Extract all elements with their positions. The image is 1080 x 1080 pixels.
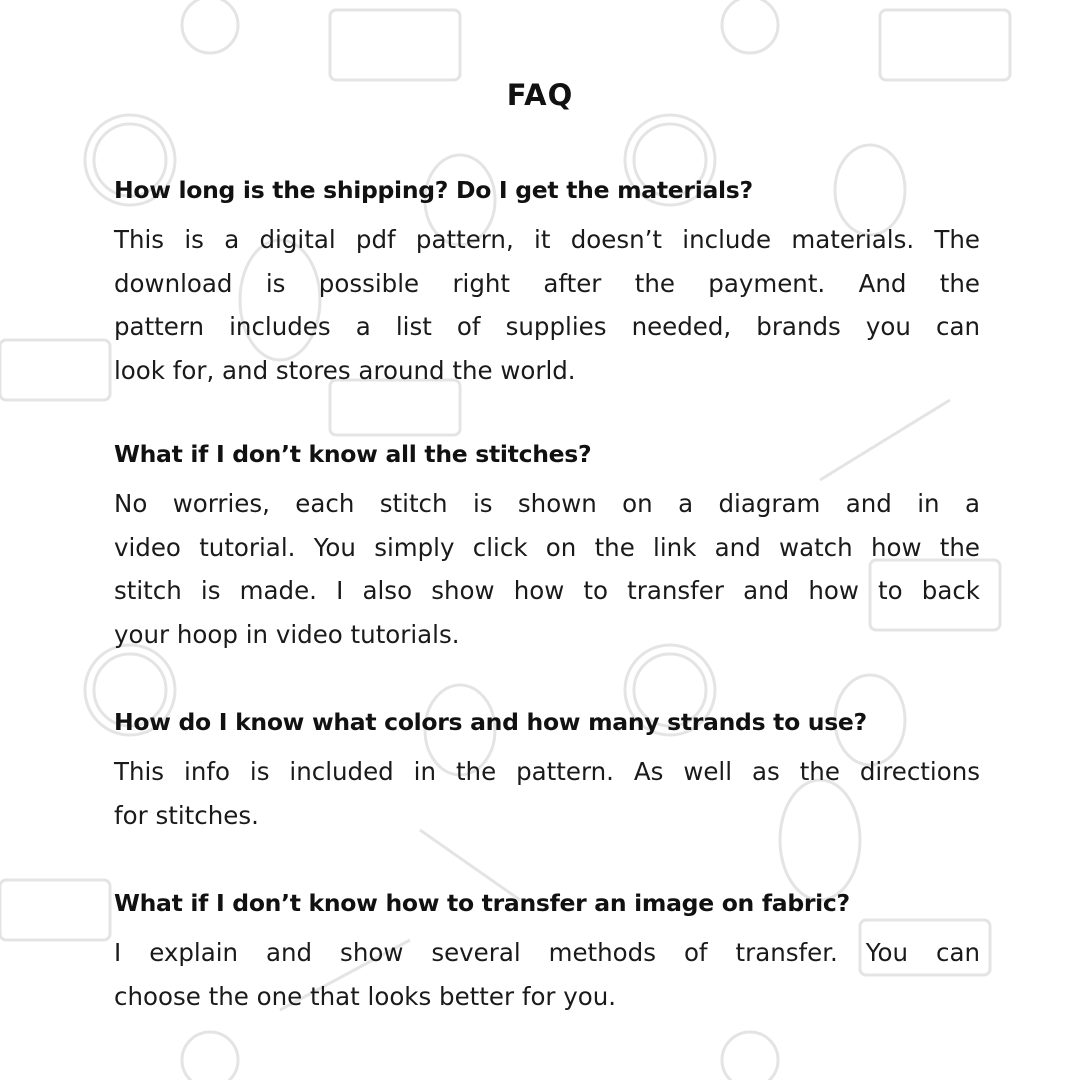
faq-answer-line: video tutorial. You simply click on the link and watch how the [114,532,980,562]
faq-answer-line: for stitches. [114,800,259,830]
faq-question: How long is the shipping? Do I get the materials? [114,176,753,204]
faq-answer-line: pattern includes a list of supplies needed, brands you can [114,312,980,341]
faq-answer-line: choose the one that looks better for you. [114,981,617,1011]
faq-item [114,704,980,837]
faq-item [114,885,980,1018]
faq-answer-line: No worries, each stitch is shown on a diagram and in a [114,489,980,518]
faq-question: How do I know what colors and how many strands to use? [114,708,867,736]
faq-item [114,436,980,656]
faq-question: What if I don’t know all the stitches? [114,440,592,468]
faq-answer-line: This info is included in the pattern. As well as the directions [114,757,980,786]
faq-answer-line: look for, and stores around the world. [114,355,576,385]
faq-answer-line: This is a digital pdf pattern, it doesn’t include materials. The [114,225,980,254]
faq-answer-line: download is possible right after the payment. And the [114,268,980,298]
faq-answer-line: your hoop in video tutorials. [114,619,460,649]
page-title: FAQ [506,78,574,112]
faq-answer-line: I explain and show several methods of transfer. You can [114,938,980,967]
faq-answer-line: stitch is made. I also show how to transfer and how to back [114,576,980,605]
faq-question: What if I don’t know how to transfer an image on fabric? [114,889,850,917]
faq-item [114,172,980,392]
